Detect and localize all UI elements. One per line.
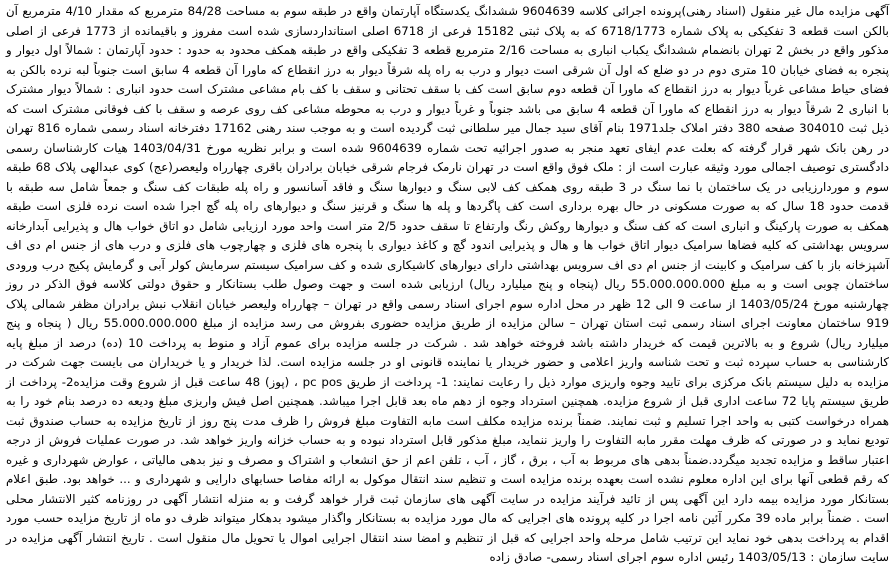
auction-notice-text: آگهی مزایده مال غیر منقول (اسناد رهنی)پرونده اجرائی کلاسه 9604639 ششدانگ یکدستگاه آپارتمان واقع در طبقه سوم به مساحت 84/28 مترمربع که مقدار 4/10 مترمربع آن بالکن است قطعه 3 تفکیکی به پلاک شماره 6718/1773 که به پلاک ثبتی 15182 فرعی از 6718 اصلی استانداردسازی شده است مفروز و باقیمانده از 1773 فرعی از اصلی مذکور واقع در بخش 2 تهران بانضمام ششدانگ یکباب انباری به مساحت 2/16 مترمربع قطعه 3 تفکیکی واقع در طبقه همکف محدود به حدود : حدود آپارتمان : شمالاً اول دیوار و پنجره به فضای خیابان 10 متری دوم در دو ضلع که اول آن شرقی است دیوار و درب به راه پله شرقاً دیوار به درز انقطاع که ماورا آن قطعه 4 سابق است جنوباً لبه نرده بالکن به فضای حیاط مشاعی غرباً دیوار به درز انقطاع که ماورا آن قطعه دوم سابق است کف با سقف تحتانی و سقف با کف بام مشاعی مشترک است حدود انباری : شمالاً دیوار مشترک با انباری 2 شرقاً دیوار به درز انقطاع که ماورا آن قطعه 4 سابق می باشد جنوباً و غرباً دیوار و درب به محوطه مشاعی کف روی عرصه و سقف با کف فوقانی مشترک است که ذیل ثبت 304010 صفحه 380 دفتر املاک جلد1971 بنام آقای سید جمال میر سلطانی ثبت گردیده است و به موجب سند رهنی 17162 دفترخانه اسناد رسمی شماره 816 تهران در رهن بانک شهر قرار گرفته که بعلت عدم ایفای تعهد منجر به صدور اجرائیه تحت شماره 9604639 شده است و برابر نظریه مورخ 1403/04/31 هیات کارشناسان رسمی دادگستری توصیف اجمالی مورد وثیقه عبارت است از : ملک فوق واقع است در تهران نارمک فرجام شرقی خیابان برادران باقری چهارراه ولیعصر(عج) کوی عبدالهی پلاک 68 طبقه سوم و موردارزیابی در یک ساختمان با نما سنگ در 3 طبقه روی همکف کف لابی سنگ و دیوارها سنگ و فاقد آسانسور و راه پله طبقات کف سنگ و جمعاً شامل سه طبقه با قدمت حدود 18 سال که به صورت مسکونی در حال بهره برداری است کف پاگردها و پله ها سنگ و قرنیز سنگ و دیوارهای راه پله گچ اجرا شده است نرده فلزی است طبقه همکف به صورت پارکینگ و انباری است که کف سنگ و دیوارها روکش رنگ وارتفاع تا سقف حدود 2/5 متر است واحد مورد ارزیابی شامل دو اتاق خواب هال و پذیرایی آبدارخانه سرویس بهداشتی که کلیه فضاها سرامیک دیوار اتاق خواب ها و هال و پذیرایی اندود گچ و کاغذ دیواری با پنجره های فلزی و چهارچوب های فلزی و درب های از جنس ام دی اف آشپزخانه باز با کف سرامیک و کابینت از جنس ام دی اف سرویس بهداشتی دارای دیوارهای کاشیکاری شده و کف سرامیک سیستم سرمایش کولر آبی و گرمایش پکیج درب ورودی ساختمان چوبی است و به مبلغ 55.000.000.000 ریال (پنجاه و پنج میلیارد ریال) ارزیابی شده است و جهت وصول طلب بستانکار و حقوق دولتی کلاسه فوق الذکر در روز چهارشنبه مورخ 1403/05/24 از ساعت 9 الی 12 ظهر در محل اداره سوم اجرای اسناد رسمی واقع در تهران – چهارراه ولیعصر خیابان انقلاب نبش برادران مظفر شمالی پلاک 919 ساختمان معاونت اجرای اسناد رسمی ثبت استان تهران – سالن مزایده از طریق مزایده حضوری بفروش می رسد مزایده از مبلغ 55.000.000.000 ریال ( پنجاه و پنج میلیارد ریال) شروع و به بالاترین قیمت که خریدار داشته باشد فروخته خواهد شد . شرکت در جلسه مزایده برای عموم آزاد و منوط به پرداخت 10 (ده) درصد از مبلغ پایه کارشناسی به حساب سپرده ثبت و تحت شناسه واریز اعلامی و حضور خریدار یا نماینده قانونی او در جلسه مزایده است. لذا خریدار و یا خریداران می بایست جهت شرکت در مزایده به دلیل سیستم بانک مرکزی برای تایید وجوه واریزی موارد ذیل را رعایت نمایند: 1- پرداخت از طریق pc pos ، (پوز) 48 ساعت قبل از شروع وقت مزایده2- پرداخت از طریق سیستم پایا 72 ساعت اداری قبل از شروع مزایده. همچنین استرداد وجوه از دهم ماه بعد قابل اجرا میباشد. همچنین اصل فیش واریزی مبلغ ودیعه ده درصد بنام خود را به همراه درخواست کتبی به واحد اجرا تسلیم و ثبت نمایند. ضمناً برنده مزایده مکلف است مابه التفاوت مبلغ فروش را ظرف مدت پنج روز از تاریخ مزایده به حساب صندوق ثبت تودیع نماید و در صورتی که ظرف مهلت مقرر مابه التفاوت را واریز ننماید، مبلغ مذکور قابل استرداد نبوده و به حساب خزانه واریز خواهد شد. در صورت عملیات فروش از درجه اعتبار ساقط و مزایده تجدید میگردد.ضمناً بدهی های مربوط به آب ، برق ، گاز ، آب ، تلفن اعم از حق انشعاب و اشتراک و مصرف و نیز بدهی مالیاتی ، عوارض شهرداری و غیره که رقم قطعی آنها برای این اداره معلوم نشده است بعهده برنده مزایده است و تنظیم سند انتقال موکول به ارائه مفاصا حسابهای دارایی و شهرداری و ... خواهد بود. طبق اعلام بستانکار مورد مزایده بیمه دارد این آگهی پس از تائید فرآیند مزایده در سایت آگهی های سازمان ثبت قرار خواهد گرفت و به منزله انتشار آگهی در روزنامه کثیر الانتشار محلی است . ضمناً برابر ماده 39 مکرر آئین نامه اجرا در کلیه پرونده های اجرایی که مال مورد مزایده به بستانکار واگذار میشود بدهکار میتواند ظرف دو ماه از تاریخ مزایده حسب مورد اقدام به پرداخت بدهی خود نماید این ترتیب شامل مرحله واحد اجرایی که قبل از تنظیم و امضا سند انتقال اجرایی اموال یا تحویل مال منقول است . تاریخ انتشار آگهی مزایده در سایت سازمان : 1403/05/13 رئیس اداره سوم اجرای اسناد رسمی- صادق زاده <box>6 4 890 565</box>
